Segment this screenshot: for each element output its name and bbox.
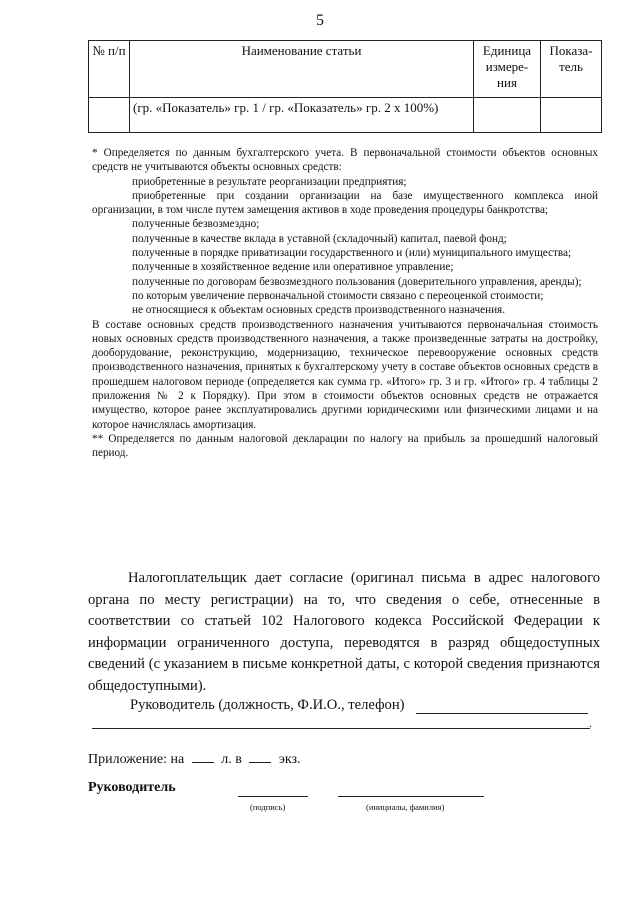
table-row: [89, 98, 602, 133]
cell-name: (гр. «Показатель» гр. 1 / гр. «Показатель» гр. 2 х 100%): [130, 98, 474, 133]
attachment-middle: л. в: [221, 752, 242, 767]
signature-field[interactable]: [416, 713, 588, 714]
cell-num: [89, 98, 130, 133]
footnote-item: полученные безвозмездно;: [132, 218, 260, 231]
footnote-item: по которым увеличение первоначальной стоимости связано с переоценкой стоимости;: [132, 289, 544, 302]
footnote-item: полученные в хозяйственное ведение или оперативное управление;: [132, 261, 454, 274]
footnote-composition: В составе основных средств производственного назначения учитываются первоначальная стоимость новых основных средств производственного назначения, а также произведенные затраты на достройку, дооборудование, реконструкцию, модернизацию, техническое перевооружение основных средств производственного назначения, принятых к бухгалтерскому учету в составе объектов основных средств в прошедшем налоговом периоде (определяется как сумма гр. «Итого» гр. 3 и гр. «Итого» гр. 4 таблицы 2 приложения № 2 к Порядку). При этом в стоимости объектов основных средств не отражается имущество, которое ранее эксплуатировались другими юридическими или физическими лицами и на которое начислялась амортизация.: [92, 318, 598, 431]
head-label: Руководитель: [88, 780, 176, 795]
header-unit: Единица измере-ния: [474, 41, 541, 98]
footnotes: [92, 146, 598, 461]
footnote-item: приобретенные при создании организации на базе имущественного комплекса иной организации, в том числе путем замещения активов в ходе проведения процедуры банкротства;: [92, 189, 598, 217]
footnote-intro: * Определяется по данным бухгалтерского учета. В первоначальной стоимости объектов основных средств не учитываются объекты основных средств:: [92, 147, 598, 174]
head-name-field[interactable]: [338, 796, 484, 797]
signature-end-mark: .: [589, 716, 592, 730]
footnote-item: полученные в качестве вклада в уставной (складочный) капитал, паевой фонд;: [132, 232, 507, 245]
signature-caption: (подпись): [250, 802, 286, 812]
indicator-table: [88, 40, 602, 133]
footnote-item: приобретенные в результате реорганизации предприятия;: [132, 175, 407, 188]
footnote-item: полученные в порядке приватизации государственного и (или) муниципального имущества;: [132, 247, 572, 260]
attachment-suffix: экз.: [278, 752, 301, 767]
footnote-item: не относящиеся к объектам основных средств производственного назначения.: [132, 304, 505, 317]
signature-field-continuation[interactable]: [92, 728, 590, 729]
consent-paragraph: Налогоплательщик дает согласие (оригинал письма в адрес налогового органа по месту регистрации) на то, что сведения о себе, отнесенные в соответствии со статьей 102 Налогового кодекса Российской Федерации к информации ограниченного доступа, переводятся в разряд общедоступных сведений (с указанием в письме конкретной даты, с которой сведения признаются общедоступными).: [88, 570, 600, 694]
header-name: Наименование статьи: [130, 41, 474, 98]
header-num: № п/п: [89, 41, 130, 98]
page-number: 5: [316, 12, 324, 29]
signature-label: Руководитель (должность, Ф.И.О., телефон): [130, 697, 405, 713]
attachment-prefix: Приложение: на: [88, 752, 185, 767]
footnote-item: полученные по договорам безвозмездного пользования (доверительного управления, аренды);: [132, 275, 582, 288]
attachment-line: [88, 748, 301, 768]
head-signature-field[interactable]: [238, 796, 308, 797]
table-header-row: [89, 41, 602, 98]
name-caption: (инициалы, фамилия): [366, 802, 445, 812]
footnote-second: ** Определяется по данным налоговой декларации по налогу на прибыль за прошедший налоговый период.: [92, 432, 598, 460]
cell-unit: [474, 98, 541, 133]
copies-count-field[interactable]: [249, 748, 271, 763]
header-value: Показа-тель: [541, 41, 602, 98]
cell-value: [541, 98, 602, 133]
sheets-count-field[interactable]: [192, 748, 214, 763]
